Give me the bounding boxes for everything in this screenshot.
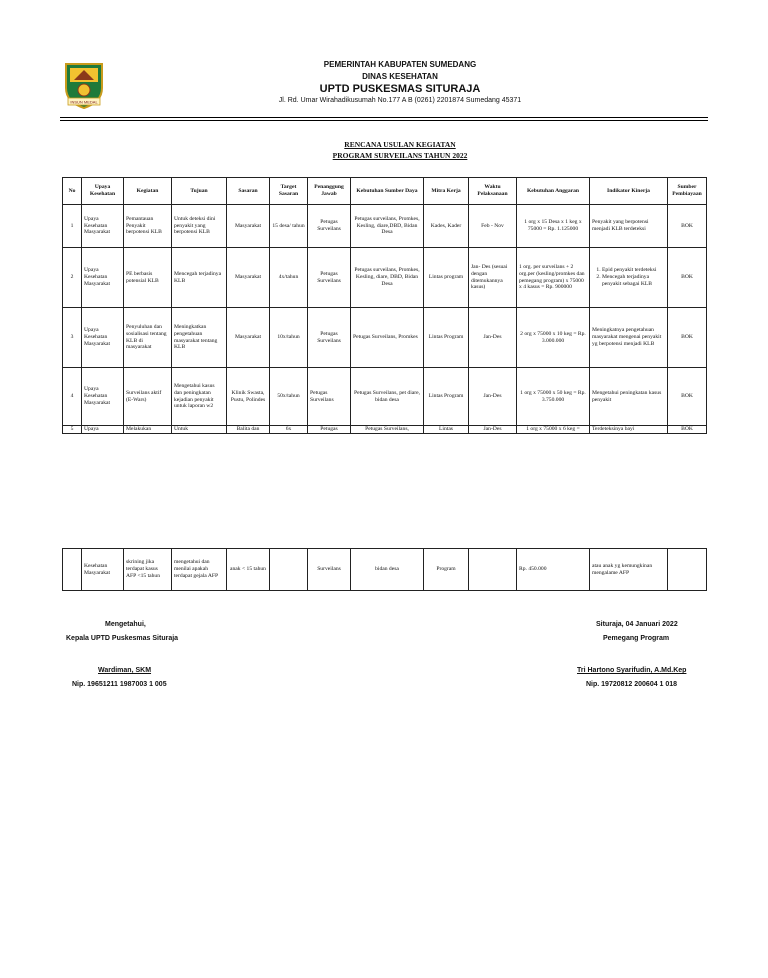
cell-target: 4x/tahun	[270, 248, 308, 308]
regency-logo	[60, 58, 108, 110]
cell-sasaran: anak < 15 tahun	[227, 549, 270, 591]
cell-pj: Surveilans	[308, 549, 351, 591]
activity-plan-table	[62, 177, 707, 434]
column-header: Tujuan	[172, 178, 227, 205]
cell-tujuan: Untuk deteksi dini penyakit yang berpotensi KLB	[172, 205, 227, 248]
column-header: Upaya Kesehatan	[82, 178, 124, 205]
cell-sumber-daya: Petugas surveilans, Promkes, Kesling, diare,DBD, Bidan Desa	[351, 205, 424, 248]
cell-pj: Petugas	[308, 426, 351, 434]
cell-pj: Petugas Surveilans	[308, 205, 351, 248]
table-row	[63, 205, 707, 248]
cell-mitra: Lintas Program	[424, 368, 469, 426]
cell-sasaran: Masyarakat	[227, 248, 270, 308]
signature-right-position: Pemegang Program	[603, 635, 670, 642]
table-row	[63, 308, 707, 368]
cell-kegiatan: Surveilans aktif (E-Wars)	[124, 368, 172, 426]
column-header: Target Sasaran	[270, 178, 308, 205]
cell-pembiayaan: BOK	[668, 426, 707, 434]
cell-upaya: Upaya	[82, 426, 124, 434]
cell-anggaran: 2 org x 75000 x 10 keg = Rp. 3.000.000	[517, 308, 590, 368]
cell-indikator	[590, 248, 668, 308]
column-header: Kebutuhan Sumber Daya	[351, 178, 424, 205]
cell-indikator: atau anak yg kemungkinan mengalame AFP	[590, 549, 668, 591]
cell-target: 50x/tahun	[270, 368, 308, 426]
cell-tujuan: mengetahui dan menilai apakah terdapat gejala AFP	[172, 549, 227, 591]
cell-kegiatan: skrining jika terdapat kasus AFP <15 tahun	[124, 549, 172, 591]
cell-mitra: Lintas	[424, 426, 469, 434]
cell-tujuan: Mengetahui kasus dan peningkatan kejadian penyakit untuk laporan w2	[172, 368, 227, 426]
cell-pembiayaan: BOK	[668, 308, 707, 368]
table-row	[63, 549, 707, 591]
indikator-list	[592, 267, 665, 288]
cell-no: 3	[63, 308, 82, 368]
header-organization: UPTD PUSKESMAS SITURAJA	[319, 83, 481, 95]
cell-tujuan: Mencegah terjadinya KLB	[172, 248, 227, 308]
column-header: Kebutuhan Anggaran	[517, 178, 590, 205]
cell-waktu	[469, 549, 517, 591]
cell-no: 2	[63, 248, 82, 308]
cell-sasaran: Klinik Swasta, Pustu, Polindes	[227, 368, 270, 426]
cell-upaya: Kesehatan Masyarakat	[82, 549, 124, 591]
column-header: Penanggung Jawab	[308, 178, 351, 205]
cell-sasaran: Balita dan	[227, 426, 270, 434]
cell-sumber-daya: bidan desa	[351, 549, 424, 591]
cell-indikator: Meningkatnya pengetahuan masyarakat mengenai penyakit yg berpotensi menjadi KLB	[590, 308, 668, 368]
column-header: Sasaran	[227, 178, 270, 205]
header-government: PEMERINTAH KABUPATEN SUMEDANG	[323, 60, 477, 69]
document-subtitle: PROGRAM SURVEILANS TAHUN 2022	[332, 151, 468, 160]
cell-kegiatan: PE berbasis potensial KLB	[124, 248, 172, 308]
cell-waktu: Jan-Des	[469, 308, 517, 368]
cell-pembiayaan: BOK	[668, 368, 707, 426]
cell-indikator: Terdeteksinya bayi	[590, 426, 668, 434]
list-item: 1. Epid penyakit terdeteksi	[602, 267, 665, 274]
header-address: Jl. Rd. Umar Wirahadikusumah No.177 A B (0261) 2201874 Sumedang 45371	[278, 97, 522, 104]
document-title: RENCANA USULAN KEGIATAN	[344, 140, 456, 149]
cell-waktu: Feb - Nov	[469, 205, 517, 248]
cell-anggaran: 1 org x 75000 x 6 keg =	[517, 426, 590, 434]
table-header-row	[63, 178, 707, 205]
cell-target: 15 desa/ tahun	[270, 205, 308, 248]
column-header: Indikator Kinerja	[590, 178, 668, 205]
signature-left-nip: Nip. 19651211 1987003 1 005	[72, 681, 167, 688]
cell-sumber-daya: Petugas Surveilans, Promkes	[351, 308, 424, 368]
table-row	[63, 248, 707, 308]
cell-sumber-daya: Petugas Surveilans, pet diare, bidan desa	[351, 368, 424, 426]
header-rule-thick	[60, 117, 708, 118]
cell-no	[63, 549, 82, 591]
cell-waktu: Jan-Des	[469, 426, 517, 434]
signature-left-position: Kepala UPTD Puskesmas Situraja	[66, 635, 179, 642]
signature-right-name: Tri Hartono Syarifudin, A.Md.Kep	[577, 667, 687, 674]
cell-pembiayaan	[668, 549, 707, 591]
cell-anggaran: 1 org x 15 Desa x 1 keg x 75000 = Rp. 1.125000	[517, 205, 590, 248]
cell-pj: Petugas Surveilans	[308, 308, 351, 368]
cell-tujuan: Untuk	[172, 426, 227, 434]
cell-kegiatan: Pemantauan Penyakit berpotensi KLB	[124, 205, 172, 248]
cell-anggaran: Rp. 450.000	[517, 549, 590, 591]
cell-mitra: Kades, Kader	[424, 205, 469, 248]
header-rule-thin	[60, 120, 708, 121]
cell-waktu: Jan- Des (sesuai dengan ditemukannya kasus)	[469, 248, 517, 308]
cell-target: 6x	[270, 426, 308, 434]
svg-text:INSUN MEDAL: INSUN MEDAL	[70, 99, 98, 105]
cell-kegiatan: Penyuluhan dan sosialisasi tentang KLB di masyarakat	[124, 308, 172, 368]
cell-mitra: Lintas program	[424, 248, 469, 308]
cell-mitra: Lintas Program	[424, 308, 469, 368]
signature-right-place-date: Situraja, 04 Januari 2022	[596, 621, 678, 628]
cell-tujuan: Meningkatkan pengetahuan masyarakat tentang KLB	[172, 308, 227, 368]
table-row	[63, 368, 707, 426]
cell-pembiayaan: BOK	[668, 205, 707, 248]
cell-upaya: Upaya Kesehatan Masyarakat	[82, 248, 124, 308]
cell-sasaran: Masyarakat	[227, 308, 270, 368]
column-header: No	[63, 178, 82, 205]
cell-pembiayaan: BOK	[668, 248, 707, 308]
cell-no: 4	[63, 368, 82, 426]
column-header: Mitra Kerja	[424, 178, 469, 205]
cell-anggaran: 1 org. per surveilans + 2 org.per (kesling/promkes dan pemegang program) x 75000 x 4 kasus = Rp. 900000	[517, 248, 590, 308]
cell-target: 10x/tahun	[270, 308, 308, 368]
cell-upaya: Upaya Kesehatan Masyarakat	[82, 308, 124, 368]
signature-left-acknowledged: Mengetahui,	[105, 621, 146, 628]
column-header: Sumber Pembiayaan	[668, 178, 707, 205]
list-item: 2. Mencegah terjadinya penyakit sebagai KLB	[602, 274, 665, 288]
cell-upaya: Upaya Kesehatan Masyarakat	[82, 205, 124, 248]
signature-left-name: Wardiman, SKM	[98, 667, 152, 674]
table-row	[63, 426, 707, 434]
cell-sumber-daya: Petugas surveilans, Promkes, Kesling, diare, DBD, Bidan Desa	[351, 248, 424, 308]
cell-pj: Petugas Surveilans	[308, 368, 351, 426]
cell-waktu: Jan-Des	[469, 368, 517, 426]
column-header: Waktu Pelaksanaan	[469, 178, 517, 205]
continuation-table	[62, 548, 707, 591]
cell-sumber-daya: Petugas Surveilans,	[351, 426, 424, 434]
header-department: DINAS KESEHATAN	[362, 72, 438, 81]
cell-kegiatan: Melakukan	[124, 426, 172, 434]
cell-no: 5	[63, 426, 82, 434]
cell-mitra: Program	[424, 549, 469, 591]
column-header: Kegiatan	[124, 178, 172, 205]
cell-pj: Petugas Surveilans	[308, 248, 351, 308]
cell-indikator: Mengetahui peningkatan kasus penyakit	[590, 368, 668, 426]
cell-no: 1	[63, 205, 82, 248]
cell-upaya: Upaya Kesehatan Masyarakat	[82, 368, 124, 426]
cell-sasaran: Masyarakat	[227, 205, 270, 248]
signature-right-nip: Nip. 19720812 200604 1 018	[586, 681, 678, 688]
cell-indikator: Penyakit yang berpotensi menjadi KLB terdeteksi	[590, 205, 668, 248]
cell-target	[270, 549, 308, 591]
cell-anggaran: 1 org x 75000 x 50 keg = Rp. 3.750.000	[517, 368, 590, 426]
